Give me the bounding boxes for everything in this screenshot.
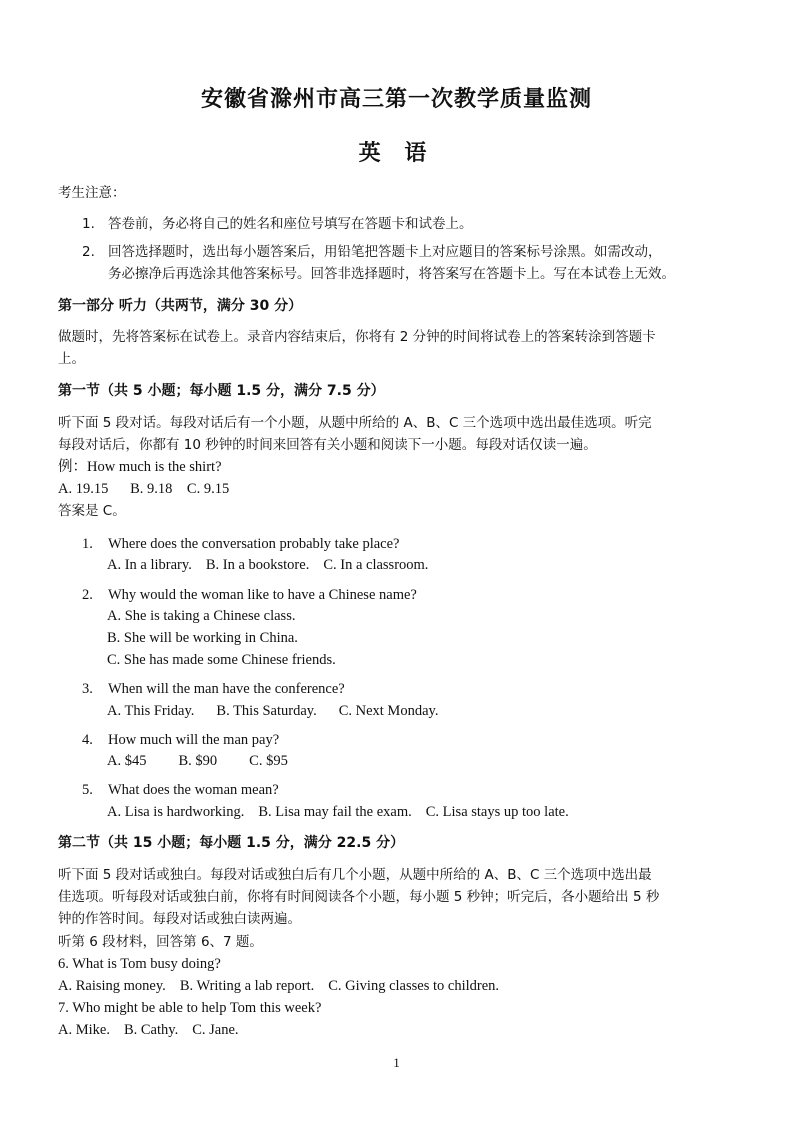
question-6-options	[58, 976, 513, 996]
option-b: B. Writing a lab report.	[179, 978, 315, 994]
option-b: B. She will be working in China.	[107, 630, 298, 646]
section1-heading: 第一节（共 5 小题；每小题 1.5 分，满分 7.5 分）	[58, 383, 385, 399]
question-text: Why would the woman like to have a Chinese name?	[108, 587, 417, 603]
question-text: When will the man have the conference?	[108, 681, 345, 697]
question-num: 4.	[82, 732, 93, 748]
question-4	[82, 730, 279, 750]
notice-heading: 考生注意：	[58, 185, 126, 201]
section2-intro-cont2: 钟的作答时间。每段对话或独白读两遍。	[58, 911, 301, 927]
section1-intro: 听下面 5 段对话。每段对话后有一个小题，从题中所给的 A、B、C 三个选项中选出最佳选项。听完	[58, 415, 652, 431]
question-5	[82, 780, 279, 800]
question-1-options	[107, 555, 442, 575]
question-num: 2.	[82, 587, 93, 603]
part1-intro: 做题时，先将答案标在试卷上。录音内容结束后，你将有 2 分钟的时间将试卷上的答案转涂到答题卡	[58, 329, 656, 345]
question-1	[82, 534, 399, 554]
section1-intro-cont: 每段对话后，你都有 10 秒钟的时间来回答有关小题和阅读下一小题。每段对话仅读一遍。	[58, 437, 597, 453]
option-a: A. Mike.	[58, 1022, 110, 1038]
question-5-options	[107, 802, 583, 822]
notice-item-num: 2.	[82, 244, 95, 260]
option-c: C. Giving classes to children.	[328, 978, 500, 994]
question-text: Where does the conversation probably take place?	[108, 536, 400, 552]
part1-heading: 第一部分 听力（共两节，满分 30 分）	[58, 298, 303, 314]
option-b: B. $90	[178, 753, 218, 769]
option-c: C. $95	[249, 753, 288, 769]
option-c: C. Jane.	[192, 1022, 239, 1038]
material-6-label: 听第 6 段材料，回答第 6、7 题。	[58, 934, 263, 950]
question-3-options	[107, 701, 452, 721]
question-7: 7. Who might be able to help Tom this week?	[58, 1000, 322, 1016]
notice-item-num: 1.	[82, 216, 95, 232]
option-b: B. This Saturday.	[216, 703, 317, 719]
option-a: A. Lisa is hardworking.	[107, 804, 245, 820]
question-3	[82, 679, 345, 699]
example-answer: 答案是 C。	[58, 503, 126, 519]
question-6: 6. What is Tom busy doing?	[58, 956, 221, 972]
section2-intro-cont: 佳选项。听每段对话或独白前，你将有时间阅读各个小题，每小题 5 秒钟；听完后，各小题给出 5 秒	[58, 889, 660, 905]
option-b: B. Cathy.	[123, 1022, 179, 1038]
example-question: 例：How much is the shirt?	[58, 459, 222, 475]
notice-item-2-cont: 务必擦净后再选涂其他答案标号。回答非选择题时，将答案写在答题卡上。写在本试卷上无效。	[108, 266, 675, 282]
section2-intro: 听下面 5 段对话或独白。每段对话或独白后有几个小题，从题中所给的 A、B、C 三个选项中选出最	[58, 867, 652, 883]
notice-item-2	[82, 242, 662, 262]
option-b: B. Lisa may fail the exam.	[258, 804, 412, 820]
question-4-options	[107, 751, 302, 771]
exam-title: 安徽省滁州市高三第一次教学质量监测	[200, 87, 592, 112]
option-c: C. She has made some Chinese friends.	[107, 652, 336, 668]
question-2	[82, 585, 417, 605]
example-options: A. 19.15 B. 9.18 C. 9.15	[58, 481, 230, 497]
question-num: 5.	[82, 782, 93, 798]
option-c: C. Lisa stays up too late.	[425, 804, 569, 820]
question-text: How much will the man pay?	[108, 732, 280, 748]
notice-item-text: 回答选择题时，选出每小题答案后，用铅笔把答题卡上对应题目的答案标号涂黑。如需改动，	[108, 244, 662, 260]
question-num: 3.	[82, 681, 93, 697]
option-a: A. $45	[107, 753, 147, 769]
option-a: A. She is taking a Chinese class.	[107, 608, 296, 624]
option-a: A. Raising money.	[58, 978, 166, 994]
option-a: A. In a library.	[107, 557, 192, 573]
question-text: What does the woman mean?	[108, 782, 279, 798]
part1-intro-cont: 上。	[58, 351, 85, 367]
notice-item-text: 答卷前，务必将自己的姓名和座位号填写在答题卡和试卷上。	[108, 216, 473, 232]
option-a: A. This Friday.	[107, 703, 195, 719]
page-number: 1	[393, 1055, 400, 1070]
notice-item-1	[82, 214, 473, 234]
subject-title: 英 语	[358, 141, 435, 166]
option-c: C. Next Monday.	[338, 703, 439, 719]
question-7-options	[58, 1020, 253, 1040]
option-c: C. In a classroom.	[323, 557, 429, 573]
question-num: 1.	[82, 536, 93, 552]
section2-heading: 第二节（共 15 小题；每小题 1.5 分，满分 22.5 分）	[58, 835, 405, 851]
option-b: B. In a bookstore.	[205, 557, 310, 573]
